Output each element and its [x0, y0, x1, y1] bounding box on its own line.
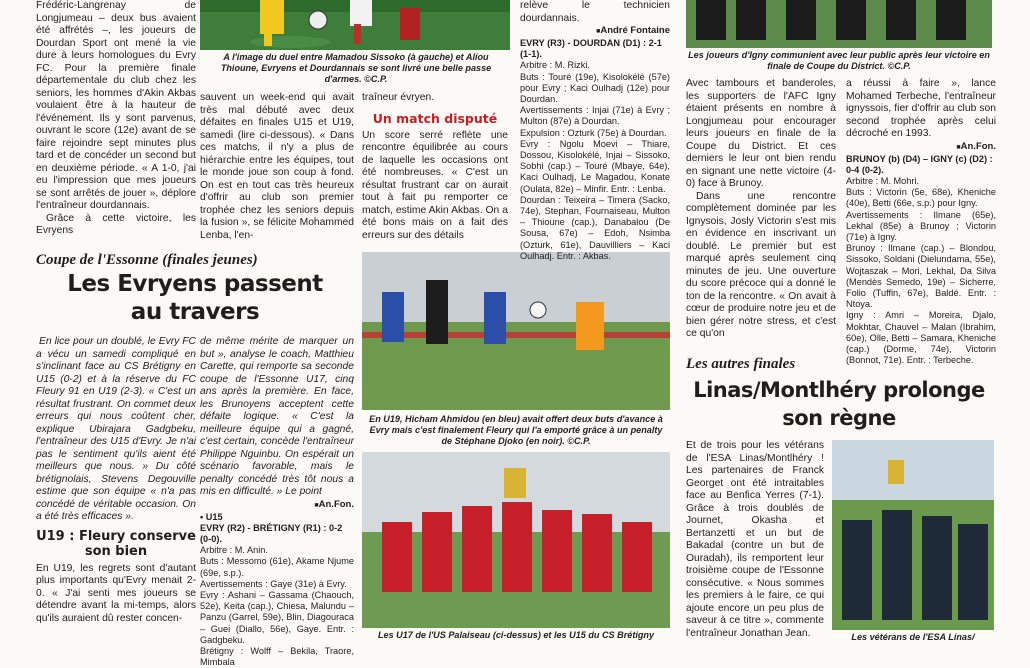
headline-line-2: au travers — [30, 298, 360, 326]
column-3 — [362, 92, 508, 248]
results-senior: relève le technicien dourdannais. ■ André Fontaine EVRY (R3) - DOURDAN (D1) : 2-1 (1-1). Arbitre : M. Rizki. Buts : Touré (19e), Kisolokélé (57e) pour Evry ; Kaci Oulhadj (12e) pour Dourdan. Avertissements : Injai (71e) à Evry ; Multon (87e) à Dourdan. Expulsion : Ozturk (75e) à Dourdan. Evry : Ngolu Moevi – Thiare, Dossou, Kisolokélé, Injai – Sissoko, Sobhi (cap.) – Touré (Mbaye, 64e), Kaci Oulhadj, Le Magadou, Konate (Oulata, 82e) – Minfir. Entr. : Lenba. Dourdan : Teixeira – Timera (Sacko, 74e), Stephan, Fournaiseau, Multon – Thioune (cap.), Danabalou (De Sousa, 67e) – Edoh, Nsimba (Ozturk, 61e), Dauvilliers – Kaci Oulhadj. Entr. : Akbas. — [520, 0, 670, 248]
photo-u17 — [362, 452, 670, 628]
headline-line-1: Linas/Montlhéry prolonge — [686, 376, 992, 404]
photo-duel — [200, 0, 510, 50]
paragraph: Et de trois pour les vétérans de l'ESA Linas/Montlhéry ! Les partenaires de Franck Georget ont été intraitables face au Benfica Yerres (7-1). Grâce à trois doublés de Journet, Okasha et Bertanzetti et un but de Bakadal (contre un but de Ouradah), ils remportent leur troisième coupe de l'Essonne consécutive. « Nous sommes les premiers à le faire, ce qui ajoute encore un peu plus de saveur à ce titre », commente l'entraîneur Jonathan Jean. — [686, 440, 824, 640]
results-u15: • U15 EVRY (R2) - BRÉTIGNY (R1) : 0-2 (0-0). Arbitre : M. Anin. Buts : Messomo (61e), Akame Njume (69e, s.p.). Avertissements : Gaye (31e) à Evry. Evry : Ashani – Gassama (Chaouch, 52e), Keita (cap.), Chiesa, Malundu – Panzu (Garrel, 59e), Blin, Diagouraca – Guei (Diallo, 56e), Gaye. Entr. : Gadgbeku. Brétigny : Wolff – Bekila, Traore, Mimbala — [200, 512, 354, 668]
caption: En U19, Hicham Ahmidou (en bleu) avait offert deux buts d'avance à Evry mais c'est finalement Fleury qui l'a emporté grâce à un penalty de Stéphane Djoko (en noir). ©C.P. — [364, 414, 668, 447]
paragraph: Dans une rencontre complètement dominée par les Ignysois, Josly Victorin s'est mis en évidence en inscrivant un doublé. Le premier but est marqué après seulement cinq minutes de jeu. Une ouverture du score précoce qui a donné le ton de la rencontre. « On avait à cœur de produire notre jeu et de bien gérer notre stress, et c'est ce qu'on — [686, 191, 836, 341]
article-col-1 — [36, 336, 196, 640]
article-col-2 — [200, 336, 354, 640]
column-2 — [200, 92, 354, 248]
paragraph: relève le technicien dourdannais. — [520, 0, 670, 25]
column-1 — [36, 0, 196, 252]
headline — [30, 270, 360, 326]
photo-u19 — [362, 252, 670, 410]
kicker: Les autres finales — [686, 356, 992, 373]
photo-linas — [832, 440, 994, 630]
paragraph: Avec tambours et banderoles, les supporters de l'AFC Igny étaient présents en nombre à Longjumeau pour encourager leurs joueurs en finale de la Coupe du District. Et ces derniers le leur ont bien rendu en signant une nette victoire (4-0) face à Brunoy. — [686, 78, 836, 191]
photo-igny — [686, 0, 992, 48]
paragraph: En U19, les regrets sont d'autant plus importants qu'Evry menait 2-0. « J'ai senti mes joueurs se détendre avant la mi-temps, alors qu'ils auraient dû rester concen- — [36, 563, 196, 626]
paragraph: En lice pour un doublé, le Evry FC a vécu un samedi compliqué en s'inclinant face au CS Brétigny en U15 (0-2) et à la réserve du FC Fleury 91 en U19 (2-3). « C'est un résultat frustrant. On commet deux erreurs qui nous coûtent cher, explique Ubirajara Gadgbeku, l'entraîneur des U15 d'Evry. Je n'ai pas le sentiment qu'ils aient été meilleurs que nous. » Du côté brétignolais, Stevens Degouville estime que son équipe « n'a pas concédé de véritable occasion. On a été très efficaces ». — [36, 336, 196, 524]
paragraph: Grâce à cette victoire, les Evryens — [36, 213, 196, 238]
paragraph: sauvent un week-end qui avait très mal débuté avec deux défaites en finales U15 et U19, samedi (lire ci-dessous). « Dans ces matchs, il n'y a plus de hiérarchie entre les équipes, tout le monde joue son coup à fond. On est en tout cas très heureux d'offrir au club son premier trophée chez les seniors depuis la fusion », se félicite Mohammed Lenba, l'en- — [200, 92, 354, 242]
paragraph: Frédéric-Langrenay de Longjumeau – deux bus avaient été affrétés –, les joueurs de Dourdan Sport ont mené la vie dure à leurs homologues du Evry FC. Pour la première finale départementale du club chez les seniors, les hommes d'Akin Akbas voulaient être à la hauteur de l'événement. Ils y sont parvenus, ouvrant le score (12e) avant de se faire rejoindre sept minutes plus tard et de concéder un second but en deuxième période. « A 1-0, j'ai eu l'impression que mes joueurs se sont arrêtés de jouer », déplore l'entraîneur dourdannais. — [36, 0, 196, 213]
signature: ■ André Fontaine — [520, 25, 670, 38]
column-4 — [686, 78, 836, 348]
paragraph: Un score serré reflète une rencontre équilibrée au cours de laquelle les occasions ont été nombreuses. « C'est un résultat frustrant car on aurait tout à fait pu remporter ce match, estime Akin Akbas. On a été bons mais on a fait des erreurs sur des détails — [362, 130, 508, 243]
caption: Les U17 de l'US Palaiseau (ci-dessus) et les U15 du CS Brétigny — [364, 630, 668, 641]
column-5: a réussi à faire », lance Mohamed Terbeche, l'entraîneur ignyssois, fier d'offrir au club son second trophée après celui décroché en 1993. ■ An.Fon. BRUNOY (b) (D4) – IGNY (c) (D2) : 0-4 (0-2). Arbitre : M. Mohri. Buts : Victorin (5e, 68e), Kheniche (40e), Betti (66e, s.p.) pour Igny. Avertissements : Ilmane (65e), Lekhal (85e) à Brunoy ; Victorin (71e) à Igny. Brunoy : Ilmane (cap.) – Blondou, Sissoko, Soldani (Dielundama, 55e), Wojtaszak – Mori, Lekhal, Da Silva (Mendès Semedo, 19e) – Sicherre, Folio (Tuffin, 67e), Baldé. Entr. : Ntoya. Igny : Amri – Moreira, Djalo, Mokhtar, Chauvel – Malan (Ibrahim, 60e), Olle, Betti – Samara, Kheniche (cap.) (Dorme, 74e), Victorin (Bonnot, 71e). Entr. : Terbeche. — [846, 78, 996, 348]
paragraph: a réussi à faire », lance Mohamed Terbeche, l'entraîneur ignyssois, fier d'offrir au club son second trophée après celui décroché en 1993. — [846, 78, 996, 141]
headline-line-1: Les Evryens passent — [30, 270, 360, 298]
sub-heading: Un match disputé — [362, 111, 508, 126]
headline-line-2: son règne — [686, 404, 992, 432]
headline — [686, 376, 992, 432]
sub-heading: U19 : Fleury conserve son bien — [36, 529, 196, 559]
caption: Les vétérans de l'ESA Linas/ — [832, 632, 994, 643]
signature: ■ An.Fon. — [846, 141, 996, 154]
column-4-bottom — [686, 440, 824, 640]
paragraph: de même mérite de marquer un but », analyse le coach, Matthieu Carette, qui remporte sa seconde coupe de l'Essonne U17, cinq ans après la première. En face, les Brunoyens acceptent cette défaite logique. « C'est la meilleure équipe qui a gagné, c'est certain, concède l'entraîneur Philippe Nguinbu. On espérait un scénario favorable, mais le penalty concédé très tôt nous a mis en difficulté. » Le point — [200, 336, 354, 499]
paragraph: traîneur évryen. — [362, 92, 508, 105]
signature: ■ An.Fon. — [200, 499, 354, 512]
caption: A l'image du duel entre Mamadou Sissoko (à gauche) et Aliou Thioune, Evryens et Dourdannais se sont livré une belle passe d'armes. ©C.P. — [206, 52, 506, 85]
caption: Les joueurs d'Igny communient avec leur public après leur victoire en finale de Coupe du District. ©C.P. — [688, 50, 990, 72]
kicker: Coupe de l'Essonne (finales jeunes) — [36, 252, 366, 269]
